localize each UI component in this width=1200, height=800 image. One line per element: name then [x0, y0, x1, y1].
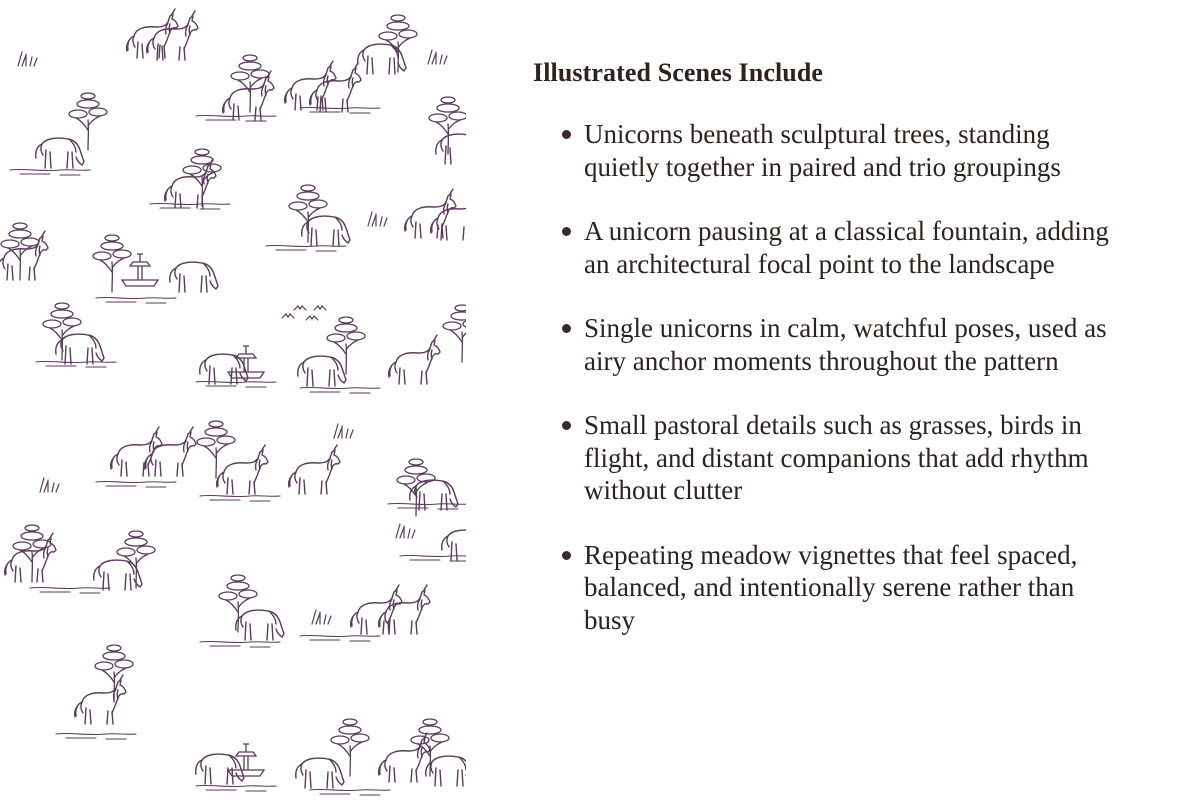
unicorn-icon	[36, 138, 84, 168]
scene-item	[533, 409, 1173, 507]
ground-line	[266, 245, 346, 251]
unicorn-icon	[389, 335, 440, 384]
bullet-icon	[562, 324, 571, 333]
tree-icon	[289, 185, 327, 242]
unicorn-icon	[302, 216, 350, 246]
unicorn-icon	[170, 262, 218, 292]
ground-line	[30, 587, 110, 593]
scene-item-text: Single unicorns in calm, watchful poses, used as airy anchor moments throughout the pattern	[584, 313, 1107, 376]
grass-icon	[334, 424, 353, 438]
tree-icon	[411, 719, 449, 776]
unicorn-icon	[289, 445, 340, 494]
scene-item	[533, 215, 1173, 280]
unicorn-icon	[431, 191, 466, 240]
ground-line	[96, 297, 176, 303]
unicorn-icon	[75, 675, 126, 724]
ground-line	[300, 107, 380, 113]
ground-line	[200, 641, 280, 647]
scene-item-text: Small pastoral details such as grasses, birds in flight, and distant companions that add rhythm without clutter	[584, 410, 1089, 505]
grass-icon	[312, 610, 331, 624]
fountain-icon	[122, 254, 158, 286]
section-heading: Illustrated Scenes Include	[533, 58, 824, 87]
unicorn-icon	[298, 356, 346, 386]
bullet-icon	[562, 130, 571, 139]
tree-icon	[93, 235, 131, 292]
grass-icon	[18, 52, 37, 66]
scenes-list	[533, 118, 1173, 636]
bullet-icon	[562, 227, 571, 236]
ground-line	[96, 481, 176, 487]
scene-item	[533, 118, 1173, 183]
ground-line	[300, 387, 380, 393]
scene-item-text: Repeating meadow vignettes that feel spaced, balanced, and intentionally serene rather than busy	[584, 539, 1078, 635]
scenes-text-panel	[533, 58, 1173, 668]
scene-item	[533, 312, 1173, 377]
unicorn-icon	[56, 334, 104, 364]
bird-icon	[314, 306, 326, 310]
unicorn-icon	[436, 134, 466, 164]
bullet-icon	[562, 421, 571, 430]
tree-icon	[443, 305, 466, 362]
unicorn-icon	[111, 427, 162, 476]
ground-line	[196, 381, 276, 387]
tree-icon	[327, 317, 365, 374]
unicorn-icon	[296, 758, 344, 788]
tree-icon	[117, 531, 155, 588]
tree-icon	[13, 525, 51, 582]
tree-icon	[429, 97, 466, 154]
scene-item-text: A unicorn pausing at a classical fountain, adding an architectural focal point to the landscape	[584, 216, 1109, 279]
bullet-icon	[562, 551, 571, 560]
ground-line	[400, 555, 466, 561]
grass-icon	[396, 524, 415, 538]
toile-pattern-panel	[0, 0, 466, 800]
ground-line	[10, 169, 90, 175]
ground-line	[310, 789, 390, 795]
unicorn-icon	[379, 585, 430, 634]
grass-icon	[40, 478, 59, 492]
unicorn-icon	[426, 756, 466, 786]
unicorn-icon	[379, 733, 430, 782]
grass-icon	[428, 50, 447, 64]
pattern-scenes	[0, 9, 466, 795]
ground-line	[196, 785, 276, 791]
tree-icon	[1, 223, 39, 280]
unicorn-icon	[127, 9, 178, 58]
ground-line	[150, 203, 230, 209]
ground-line	[200, 495, 280, 501]
bird-icon	[306, 316, 318, 320]
tree-icon	[331, 719, 369, 776]
unicorn-icon	[196, 754, 244, 784]
unicorn-icon	[94, 560, 142, 590]
toile-pattern	[0, 0, 466, 800]
bird-icon	[282, 314, 294, 318]
scene-item	[533, 539, 1173, 637]
grass-icon	[368, 212, 387, 226]
ground-line	[300, 635, 380, 641]
tree-icon	[197, 421, 235, 478]
ground-line	[56, 733, 136, 739]
unicorn-icon	[236, 610, 284, 640]
unicorn-icon	[217, 445, 268, 494]
tree-icon	[43, 303, 81, 360]
ground-line	[36, 361, 116, 367]
ground-line	[196, 115, 276, 121]
tree-icon	[379, 15, 417, 72]
unicorn-icon	[145, 427, 196, 476]
tree-icon	[219, 575, 257, 632]
tree-icon	[231, 55, 269, 112]
scene-item-text: Unicorns beneath sculptural trees, standing quietly together in paired and trio groupings	[584, 119, 1061, 182]
bird-icon	[294, 306, 306, 310]
